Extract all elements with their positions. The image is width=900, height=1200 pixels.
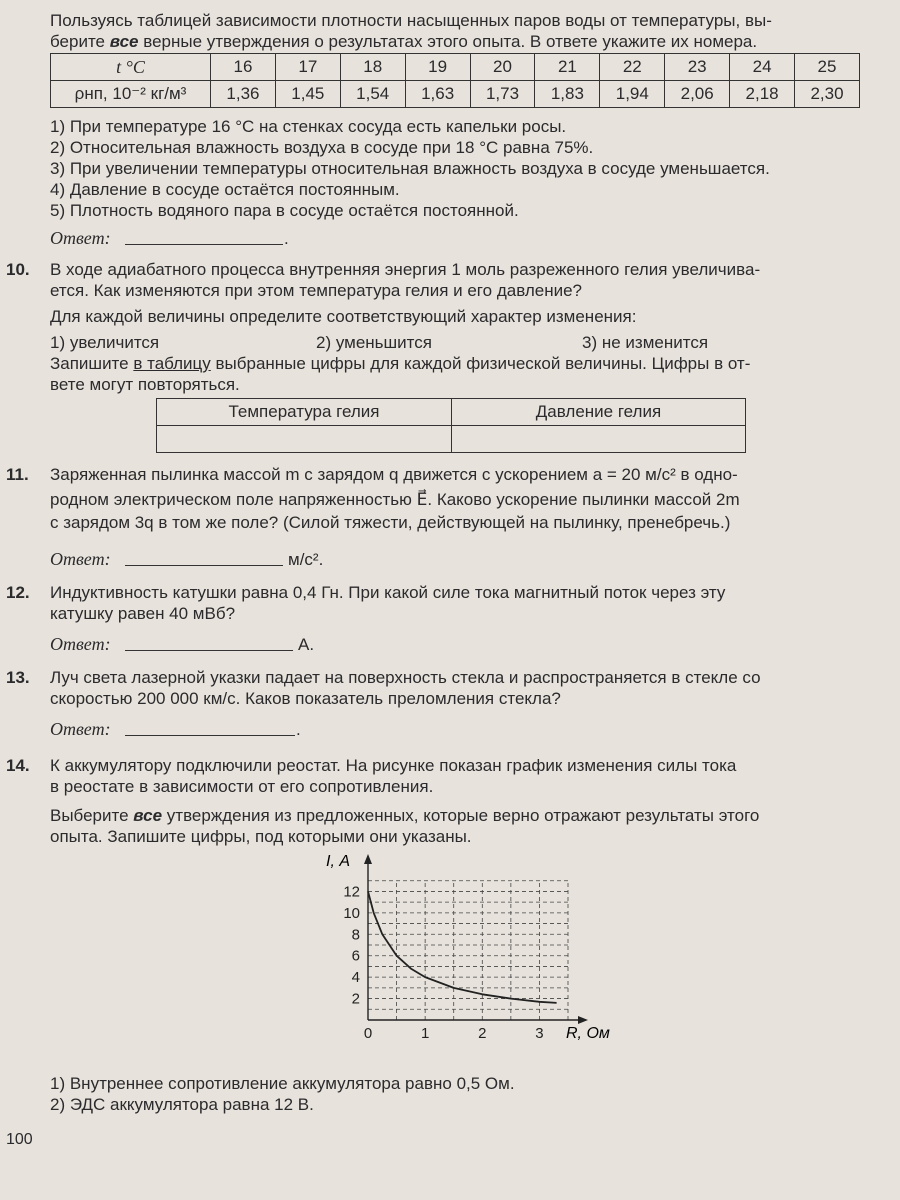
q14-line2: в реостате в зависимости от его сопротивления. — [50, 777, 434, 796]
q12-answer-field[interactable] — [125, 650, 293, 651]
q10-line5: вете могут повторяться. — [50, 375, 240, 394]
table-cell: 21 — [535, 54, 600, 81]
y-tick-label: 12 — [343, 883, 360, 901]
q10-answer-table — [156, 398, 746, 453]
chart-ylabel: I, А — [326, 853, 351, 870]
q14-option-2: 2) ЭДС аккумулятора равна 12 В. — [50, 1095, 314, 1114]
q9-option-2: 2) Относительная влажность воздуха в сосуде при 18 °C равна 75%. — [50, 138, 594, 157]
table-row — [51, 81, 860, 108]
q10-line3: Для каждой величины определите соответствующий характер изменения: — [50, 307, 637, 326]
chart-xlabel: R, Ом — [566, 1025, 610, 1042]
table-cell: 16 — [211, 54, 276, 81]
table-row — [51, 54, 860, 81]
q12-line1: Индуктивность катушки равна 0,4 Гн. При какой силе тока магнитный поток через эту — [50, 583, 726, 602]
q10-choice-3: 3) не изменится — [582, 333, 709, 352]
q11-answer-label: Ответ: — [50, 549, 111, 569]
q12-answer-label: Ответ: — [50, 634, 111, 654]
q9-answer-label: Ответ: — [50, 228, 111, 248]
q10-line1: В ходе адиабатного процесса внутренняя энергия 1 моль разреженного гелия увеличива- — [50, 260, 761, 279]
chart-ticks — [343, 883, 543, 1042]
page-number: 100 — [6, 1131, 33, 1148]
q14-line1: К аккумулятору подключили реостат. На рисунке показан график изменения силы тока — [50, 756, 737, 775]
q14-option-1: 1) Внутреннее сопротивление аккумулятора равно 0,5 Ом. — [50, 1074, 515, 1093]
q13-answer-label: Ответ: — [50, 719, 111, 739]
q9-option-5: 5) Плотность водяного пара в сосуде остаётся постоянной. — [50, 201, 519, 220]
table-cell: 1,45 — [275, 81, 340, 108]
table-cell: 22 — [600, 54, 665, 81]
q11-number: 11. — [6, 465, 29, 484]
q9-intro-line2: берите все верные утверждения о результатах этого опыта. В ответе укажите их номера. — [50, 32, 758, 51]
y-tick-label: 4 — [351, 969, 360, 987]
density-table — [50, 53, 860, 108]
q10-col-temperature: Температура гелия — [157, 399, 452, 426]
y-axis-arrow — [364, 854, 372, 864]
q10-col-pressure: Давление гелия — [452, 399, 746, 426]
y-tick-label: 10 — [343, 904, 360, 922]
table-cell: 2,06 — [665, 81, 730, 108]
x-tick-label: 0 — [363, 1025, 373, 1042]
table-cell: 24 — [730, 54, 795, 81]
chart-grid — [368, 881, 568, 1020]
q11-line2: родном электрическом поле напряженностью E⃗. Каково ускорение пылинки массой 2m — [50, 490, 740, 509]
table-row — [157, 399, 746, 426]
table-cell: 19 — [405, 54, 470, 81]
y-tick-label: 6 — [351, 947, 360, 965]
q12-line2: катушку равен 40 мВб? — [50, 604, 236, 623]
q13-line2: скоростью 200 000 км/с. Каков показатель преломления стекла? — [50, 689, 561, 708]
q9-option-1: 1) При температуре 16 °C на стенках сосуда есть капельки росы. — [50, 117, 567, 136]
q10-choice-1: 1) увеличится — [50, 333, 160, 352]
table-cell: 1,54 — [340, 81, 405, 108]
table-cell: 1,63 — [405, 81, 470, 108]
q11-line3: с зарядом 3q в том же поле? (Силой тяжести, действующей на пылинку, пренебречь.) — [50, 513, 731, 532]
q9-answer-suffix: . — [284, 229, 289, 248]
q10-answer-cell-2[interactable] — [452, 426, 746, 453]
q11-line1: Заряженная пылинка массой m с зарядом q движется с ускорением a = 20 м/с² в одно- — [50, 465, 738, 484]
q14-line3: Выберите все утверждения из предложенных, которые верно отражают результаты этого — [50, 806, 760, 825]
table-cell: 20 — [470, 54, 535, 81]
table-cell: 23 — [665, 54, 730, 81]
x-axis-arrow — [578, 1016, 588, 1024]
q10-line4: Запишите в таблицу выбранные цифры для каждой физической величины. Цифры в от- — [50, 354, 751, 373]
table-cell: 2,30 — [795, 81, 860, 108]
q14-number: 14. — [6, 756, 30, 775]
q10-line2: ется. Как изменяются при этом температура гелия и его давление? — [50, 281, 582, 300]
table-cell: 1,83 — [535, 81, 600, 108]
x-tick-label: 3 — [535, 1025, 544, 1042]
table-cell: 25 — [795, 54, 860, 81]
q14-line4: опыта. Запишите цифры, под которыми они указаны. — [50, 827, 472, 846]
q12-answer-unit: А. — [298, 635, 315, 654]
y-tick-label: 8 — [351, 926, 360, 944]
table-cell: 1,36 — [211, 81, 276, 108]
current-resistance-chart — [300, 853, 610, 1065]
q9-intro-line1: Пользуясь таблицей зависимости плотности насыщенных паров воды от температуры, вы- — [50, 11, 772, 30]
q13-number: 13. — [6, 668, 30, 687]
y-tick-label: 2 — [351, 990, 360, 1008]
q10-answer-cell-1[interactable] — [157, 426, 452, 453]
x-tick-label: 1 — [420, 1025, 430, 1042]
table-row — [157, 426, 746, 453]
q13-line1: Луч света лазерной указки падает на поверхность стекла и распространяется в стекле со — [50, 668, 761, 687]
q9-answer-field[interactable] — [125, 244, 283, 245]
q10-number: 10. — [6, 260, 30, 279]
q13-answer-suffix: . — [296, 720, 301, 739]
table-cell: 1,73 — [470, 81, 535, 108]
q9-option-4: 4) Давление в сосуде остаётся постоянным. — [50, 180, 400, 199]
table-cell: 2,18 — [730, 81, 795, 108]
q13-answer-field[interactable] — [125, 735, 295, 736]
q12-number: 12. — [6, 583, 30, 602]
table-cell: 18 — [340, 54, 405, 81]
x-tick-label: 2 — [478, 1025, 487, 1042]
table-header-density: ρнп, 10⁻² кг/м³ — [51, 81, 211, 108]
table-cell: 17 — [275, 54, 340, 81]
q10-choice-2: 2) уменьшится — [316, 333, 432, 352]
q11-answer-field[interactable] — [125, 565, 283, 566]
q11-answer-unit: м/с². — [288, 550, 324, 569]
table-header-temp: t °C — [51, 54, 211, 81]
table-cell: 1,94 — [600, 81, 665, 108]
q9-option-3: 3) При увеличении температуры относительная влажность воздуха в сосуде уменьшается. — [50, 159, 770, 178]
